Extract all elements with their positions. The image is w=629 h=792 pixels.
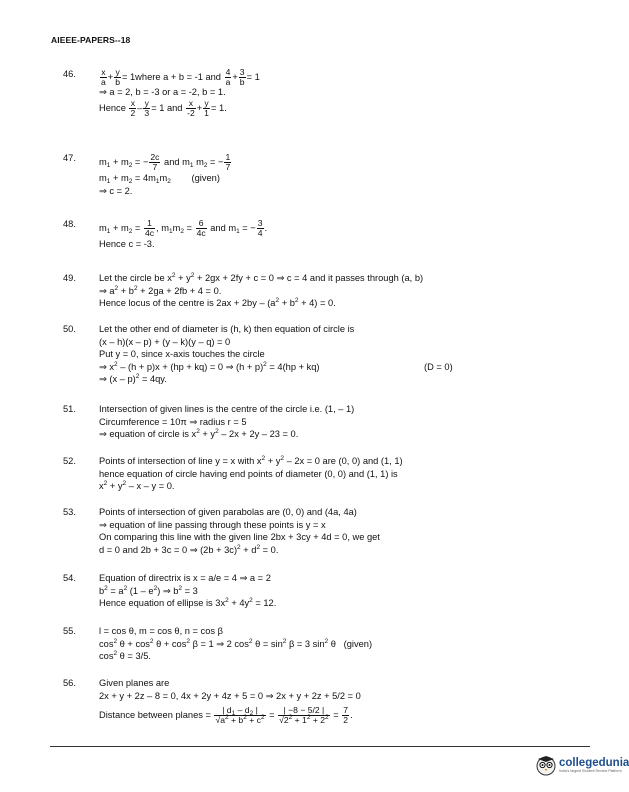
solution-line: (x – h)(x – p) + (y – k)(y – q) = 0 (99, 336, 231, 347)
solution-line: $\cos^2 \theta + \cos^2 \theta + \cos^2 \beta = 1$ ⇒ 2 $\cos^2 \theta = \sin^2 \beta = 3$ $\sin^2 \theta$ (given) (99, 637, 373, 649)
logo-tagline: India's largest Student Review Platform (559, 768, 622, 773)
solution-line: Points of intersection of given parabolas are (0, 0) and (4a, 4a) (99, 507, 357, 517)
solution-line: $b^2 = a^2$ $(1 - e^2)$ ⇒ $b^2 = 3$ (99, 584, 198, 596)
solution-line: $\frac{x}{a}$ + $\frac{y}{b}$ = 1where a + b = -1 and $\frac{4}{a}$ + $\frac{3}{b}$ = 1 (101, 67, 260, 88)
solution-line: ⇒ equation of circle is $x^2 + y^2 - 2x + 2y - 23 = 0$. (99, 428, 299, 439)
problem-number: 53. (63, 507, 76, 517)
solution-line: ⇒ c = 2. (99, 185, 133, 196)
solution-line: Equation of directrix is x = a/e = 4 ⇒ a = 2 (99, 573, 271, 583)
solution-line: ⇒ $a^2 + b^2 + 2ga + 2fb + 4 = 0$. (99, 284, 222, 296)
solution-line: ⇒ equation of line passing through these points is y = x (99, 519, 326, 530)
problem-number: 54. (63, 573, 76, 583)
solution-line: Let the circle be $x^2 + y^2 + 2gx + 2fy + c = 0$ ⇒ c = 4 and it passes through (a, b) (99, 272, 424, 283)
solution-line: $m_1 + m_2$ = $\frac{1}{4c}$ , $m_1m_2$ = $\frac{6}{4c}$ and $m_1$ = − $\frac{3}{4}$ . (99, 218, 268, 239)
footer-divider (50, 746, 590, 747)
page-header: AIEEE-PAPERS--18 (51, 35, 131, 45)
solution-line: Intersection of given lines is the centre of the circle i.e. (1, – 1) (99, 404, 355, 414)
logo-name: collegedunia (559, 756, 629, 769)
solution-line: Hence c = -3. (99, 239, 155, 249)
solution-line: Hence locus of the centre is $2ax + 2by - (a^2 + b^2 + 4) = 0$. (99, 297, 336, 308)
problem-number: 56. (63, 678, 76, 688)
solution-line: $m_1 + m_2 = 4m_1m_2$ (given) (99, 173, 220, 185)
problem-number: 51. (63, 404, 76, 414)
solution-line: Let the other end of diameter is (h, k) then equation of circle is (99, 324, 355, 334)
solution-line: Circumference = 10π ⇒ radius r = 5 (99, 416, 247, 427)
problem-number: 46. (63, 69, 76, 79)
solution-line: Given planes are (99, 678, 170, 688)
problem-number: 47. (63, 153, 76, 163)
problem-number: 49. (63, 273, 76, 283)
solution-line: $\cos^2 \theta = 3/5$. (99, 650, 151, 661)
owl-icon (535, 754, 557, 776)
problem-number: 52. (63, 456, 76, 466)
solution-line: $m_1 + m_2$ = − $\frac{2c}{7}$ and $m_1$ $m_2$ = − $\frac{1}{7}$ (99, 152, 231, 173)
solution-line: Hence $\frac{x}{2}$ – $\frac{y}{3}$ = 1 and $\frac{x}{-2}$ + $\frac{y}{1}$ = 1. (99, 97, 227, 118)
problem-number: 50. (63, 324, 76, 334)
solution-line: Hence equation of ellipse is $3x^2 + 4y^2 = 12$. (99, 597, 277, 608)
solution-line: Points of intersection of line y = x with $x^2 + y^2 - 2x = 0$ are (0, 0) and (1, 1) (99, 455, 403, 466)
solution-line: d = 0 and 2b + 3c = 0 ⇒ $(2b + 3c)^2 + d^2 = 0$. (99, 543, 279, 555)
solution-line: On comparing this line with the given line 2bx + 3cy + 4d = 0, we get (99, 532, 380, 542)
solution-line: 2x + y + 2z – 8 = 0, 4x + 2y + 4z + 5 = 0 ⇒ 2x + y + 2z + 5/2 = 0 (99, 690, 361, 701)
solution-line: hence equation of circle having end points of diameter (0, 0) and (1, 1) is (99, 468, 398, 479)
solution-line: l = cos θ, m = cos θ, n = cos β (99, 626, 223, 636)
solution-line: Put y = 0, since x-axis touches the circle (99, 349, 265, 359)
solution-line: ⇒ (x – p)$^2$ = 4qy. (99, 373, 167, 384)
solution-line: ⇒ a = 2, b = -3 or a = -2, b = 1. (99, 87, 226, 97)
solution-line: Distance between planes = $\frac{| d_1 - d_2 |}{√a^2 + b^2 + c^2}$ = $\frac{| -8 - 5/2 |}{√2^2 + 1^2 + 2^2}$ = $\frac{7}{2}$ . (99, 705, 353, 726)
solution-line: ⇒ $x^2 - (h + p)x + (hp + kq) = 0$ ⇒ $(h + p)^2 = 4(hp + kq)$ (D = 0) (99, 360, 453, 372)
problem-number: 48. (63, 219, 76, 229)
problem-number: 55. (63, 626, 76, 636)
collegedunia-logo (535, 754, 629, 776)
solution-line: $x^2 + y^2 - x - y = 0$. (99, 480, 175, 491)
